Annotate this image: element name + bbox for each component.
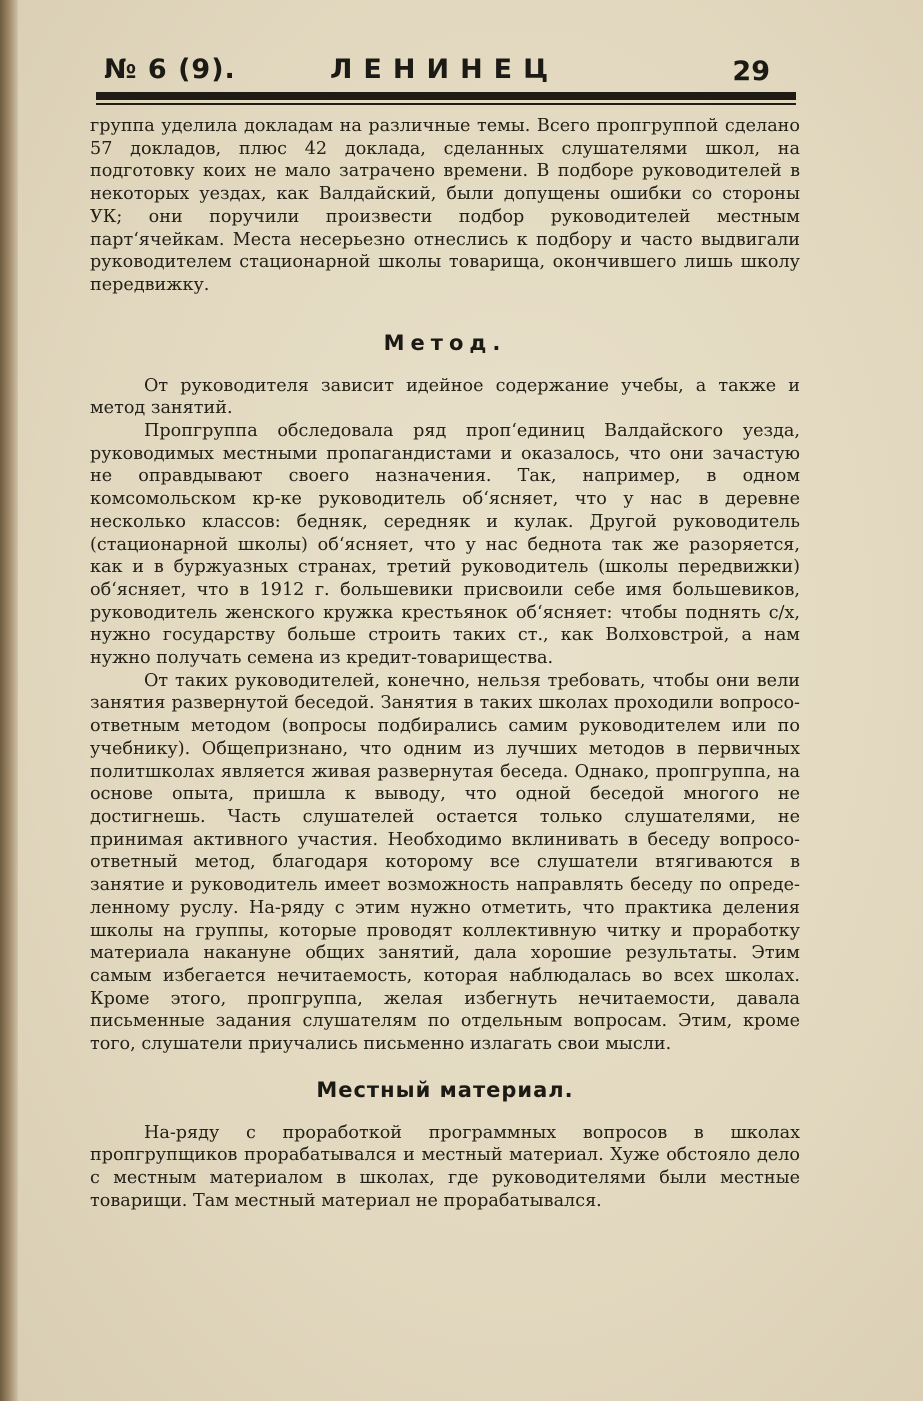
binding-edge — [0, 0, 18, 1401]
section-heading-local-material: Местный материал. — [316, 1077, 574, 1102]
running-header — [104, 50, 798, 92]
paragraph: От руководителя зависит идейное содержание учебы, а также и метод занятий. — [90, 375, 800, 419]
paragraph: От таких руководителей, конечно, нельзя требовать, чтобы они вели занятия развернутой беседой. Занятия в таких школах проходили вопросо-ответным методом (вопросы подбирались самим руководителем или по учебнику). Общепризнано, что одним из лучших методов в первичных политшколах является живая развернутая беседа. Однако, пропгруппа, на основе опыта, пришла к выводу, что одной беседой многого не достигнешь. Часть слушателей остается только слушателями, не принимая активного участия. Необходимо вклинивать в беседу вопросо-ответный метод, благодаря которому все слушатели втягиваются в занятие и руководитель имеет возможность направлять беседу по определенному руслу. На-ряду с этим нужно отметить, что практика деления школы на группы, которые проводят коллективную читку и проработку материала накануне общих занятий, дала хорошие результаты. Этим самым избегается нечитаемость, которая наблюдалась во всех школах. Кроме этого, пропгруппа, желая избегнуть нечитаемости, давала письменные задания слушателям по отдельным вопросам. Этим, кроме того, слушатели приучались письменно излагать свои мысли. — [90, 670, 800, 1055]
header-rule-thin — [96, 103, 796, 105]
page-number: 29 — [732, 56, 770, 87]
paragraph: Пропгруппа обследовала ряд проп‘единиц Валдайского уезда, руководимых местными пропагандистами и оказалось, что они зачастую не оправдывают своего назначения. Так, например, в одном комсомольском кр-ке руководитель об‘ясняет, что у нас в деревне несколько классов: бедняк, середняк и кулак. Другой руководитель (стационарной школы) об‘ясняет, что у нас беднота так же разоряется, как и в буржуазных странах, третий руководитель (школы передвижки) об‘ясняет, что в 1912 г. большевики присвоили себе имя большевиков, руководитель женского кружка крестьянок об‘ясняет: чтобы поднять с/х, нужно государству больше строить таких ст., как Волховстрой, а нам нужно получать семена из кредит-товарищества. — [90, 421, 800, 669]
journal-title: ЛЕНИНЕЦ — [330, 54, 560, 85]
issue-number: № 6 (9). — [104, 54, 236, 85]
paragraph: На-ряду с проработкой программных вопросов в школах пропгрупщиков прорабатывался и местный материал. Хуже обстояло дело с местным материалом в школах, где руководителями были местные товарищи. Там местный материал не прорабатывался. — [90, 1122, 800, 1211]
article-body — [90, 115, 800, 1213]
header-rule-thick — [96, 92, 796, 100]
paragraph-continuation: группа уделила докладам на различные темы. Всего пропгруппой сделано 57 докладов, плюс 42 доклада, сделанных слушателями школ, на подготовку коих не мало затрачено времени. В подборе руководителей в некоторых уездах, как Валдайский, были допущены ошибки со стороны УК; они поручили произвести подбор руководителей местным парт‘ячейкам. Места несерьезно отнеслись к подбору и часто выдвигали руководителем стационарной школы товарища, окончившего лишь школу передвижку. — [90, 116, 800, 295]
section-heading-method: Метод. — [383, 330, 507, 355]
